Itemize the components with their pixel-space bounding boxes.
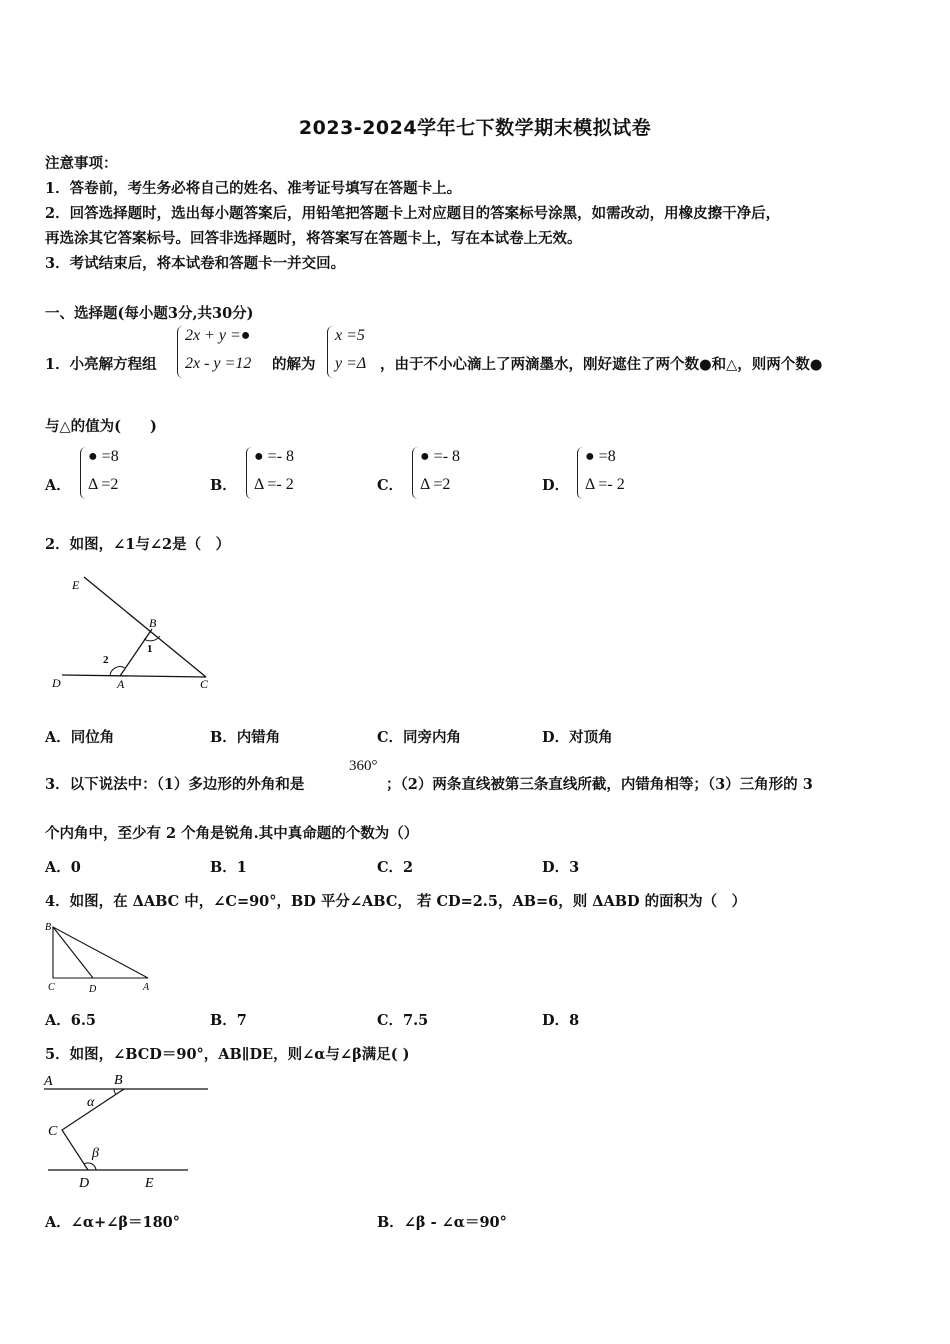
q2-option-d: D．对顶角: [542, 729, 613, 746]
page-title: 2023-2024学年七下数学期末模拟试卷: [298, 117, 652, 139]
q1-equation-1: 2x + y =●: [185, 327, 251, 344]
q3-line2: 个内角中，至少有 2 个角是锐角.其中真命题的个数为（）: [45, 825, 419, 842]
q1-option-a-line2: Δ =2: [88, 476, 119, 493]
label-d: D: [79, 1176, 90, 1191]
brace: [327, 326, 334, 378]
q1-line2: 与△的值为( ): [45, 418, 157, 435]
q1-option-c-line1: ● =- 8: [420, 448, 461, 465]
q4-figure: [40, 916, 170, 996]
label-a: A: [44, 1074, 53, 1089]
brace: [412, 447, 419, 499]
q1-option-c-line2: Δ =2: [420, 476, 451, 493]
q2-figure: [40, 565, 230, 695]
label-b: B: [114, 1073, 123, 1088]
q3-option-d: D．3: [542, 859, 580, 876]
q5-option-b: B．∠β - ∠α＝90°: [377, 1214, 507, 1231]
label-b: B: [45, 922, 52, 933]
angle-1-label: 1: [147, 643, 153, 655]
brace: [177, 326, 184, 378]
label-c: C: [200, 677, 209, 691]
notice-item: 1．答卷前，考生务必将自己的姓名、准考证号填写在答题卡上。: [45, 180, 462, 197]
alpha-label: α: [87, 1095, 95, 1110]
q4-option-a: A．6.5: [45, 1012, 96, 1029]
q1-prefix: 1．小亮解方程组: [45, 356, 157, 373]
label-b: B: [149, 616, 157, 630]
q1-option-d-line1: ● =8: [585, 448, 616, 465]
q1-option-d-line2: Δ =- 2: [585, 476, 625, 493]
label-d: D: [89, 984, 97, 995]
q3-degree: 360°: [349, 758, 378, 774]
q1-mid: 的解为: [272, 356, 316, 373]
q4-option-d: D．8: [542, 1012, 580, 1029]
q3-part1: 3．以下说法中：（1）多边形的外角和是: [45, 776, 305, 793]
q1-option-c-label: C．: [377, 477, 404, 494]
q3-option-b: B．1: [210, 859, 247, 876]
beta-label: β: [92, 1146, 99, 1161]
q1-option-b-line2: Δ =- 2: [254, 476, 294, 493]
section-heading: 一、选择题(每小题3分,共30分): [45, 305, 254, 322]
q1-option-d-label: D．: [542, 477, 570, 494]
notice-heading: 注意事项：: [45, 155, 118, 172]
q3-part2: ；（2）两条直线被第三条直线所截，内错角相等；（3）三角形的 3: [386, 776, 813, 793]
label-c: C: [48, 982, 55, 993]
label-d: D: [52, 676, 61, 690]
label-e: E: [145, 1176, 154, 1191]
q5-option-a: A．∠α+∠β＝180°: [45, 1214, 181, 1231]
q2-option-a: A．同位角: [45, 729, 115, 746]
notice-item: 2．回答选择题时，选出每小题答案后，用铅笔把答题卡上对应题目的答案标号涂黑，如需改动，用橡皮擦干净后，: [45, 205, 781, 222]
angle-2-label: 2: [103, 654, 109, 666]
brace: [80, 447, 87, 499]
brace: [577, 447, 584, 499]
label-c: C: [48, 1124, 58, 1139]
q1-suffix: ，由于不小心滴上了两滴墨水，刚好遮住了两个数●和△，则两个数●: [380, 356, 823, 373]
q2-option-c: C．同旁内角: [377, 729, 462, 746]
q1-option-b-label: B．: [210, 477, 237, 494]
q3-option-c: C．2: [377, 859, 414, 876]
q4-option-c: C．7.5: [377, 1012, 429, 1029]
q1-solution-1: x =5: [335, 327, 365, 344]
q4-option-b: B．7: [210, 1012, 247, 1029]
q1-solution-2: y =Δ: [335, 355, 367, 372]
q2-option-b: B．内错角: [210, 729, 281, 746]
notice-item: 再选涂其它答案标号。回答非选择题时，将答案写在答题卡上，写在本试卷上无效。: [45, 230, 582, 247]
q3-option-a: A．0: [45, 859, 81, 876]
q2-text: 2．如图，∠1与∠2是（ ）: [45, 536, 231, 553]
q4-text: 4．如图，在 ΔABC 中，∠C=90°，BD 平分∠ABC， 若 CD=2.5，AB=6，则 ΔABD 的面积为（ ）: [45, 893, 747, 910]
notice-item: 3．考试结束后，将本试卷和答题卡一并交回。: [45, 255, 346, 272]
q1-option-b-line1: ● =- 8: [254, 448, 295, 465]
q1-equation-2: 2x - y =12: [185, 355, 252, 372]
label-a: A: [117, 677, 125, 691]
label-e: E: [72, 578, 80, 592]
brace: [246, 447, 253, 499]
q1-option-a-line1: ● =8: [88, 448, 119, 465]
q5-figure: [40, 1066, 220, 1196]
q5-text: 5．如图，∠BCD＝90°，AB∥DE，则∠α与∠β满足( ): [45, 1046, 410, 1063]
label-a: A: [143, 982, 150, 993]
q1-option-a-label: A．: [45, 477, 71, 494]
